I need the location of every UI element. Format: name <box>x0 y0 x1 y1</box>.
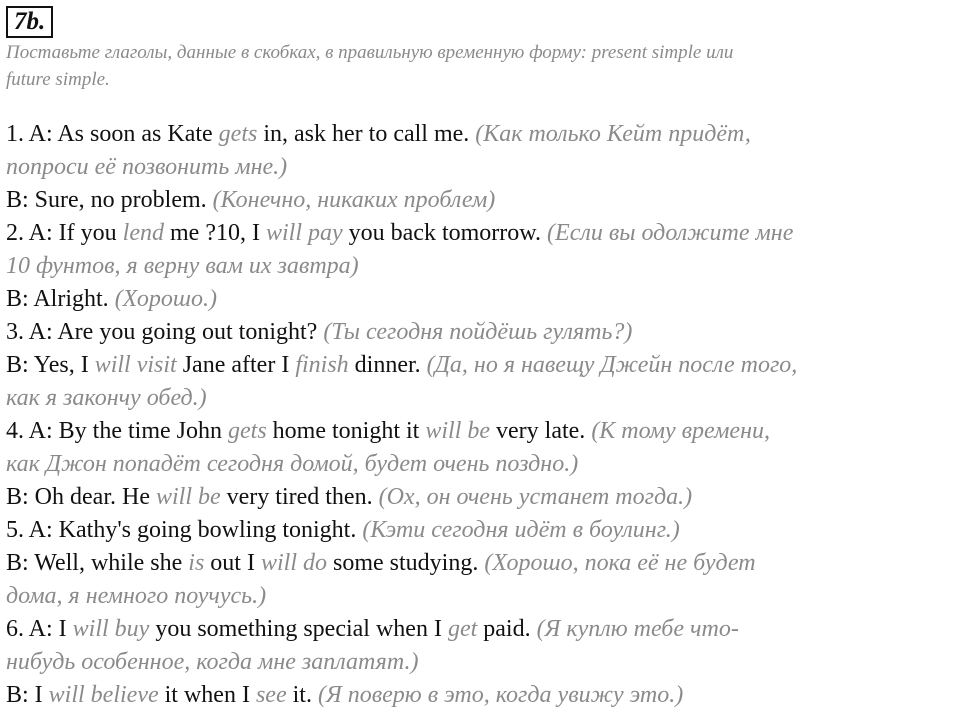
dialogue-line <box>6 151 958 184</box>
dialogue-line <box>6 613 958 646</box>
translation-text: (К тому времени, <box>591 418 770 444</box>
sentence-text: 5. A: Kathy's going bowling tonight. <box>6 517 363 543</box>
verb-answer: is <box>188 550 205 576</box>
sentence-text: home tonight it <box>266 418 426 444</box>
dialogue-line <box>6 514 958 547</box>
sentence-text: dinner. <box>348 352 427 378</box>
translation-text: нибудь особенное, когда мне заплатят.) <box>6 649 419 675</box>
sentence-text: paid. <box>477 616 537 642</box>
dialogue-line <box>6 679 958 712</box>
dialogue-line <box>6 646 958 679</box>
dialogue-line <box>6 118 958 151</box>
translation-text: (Да, но я навещу Джейн после того, <box>426 352 798 378</box>
sentence-text: 1. A: As soon as Kate <box>6 121 219 147</box>
translation-text: (Как только Кейт придёт, <box>475 121 751 147</box>
sentence-text: B: Oh dear. He <box>6 484 156 510</box>
sentence-text: B: I <box>6 682 49 708</box>
translation-text: (Кэти сегодня идёт в боулинг.) <box>362 517 680 543</box>
translation-text: попроси её позвонить мне.) <box>6 154 288 180</box>
translation-text: (Если вы одолжите мне <box>547 220 794 246</box>
instruction-line: Поставьте глаголы, данные в скобках, в правильную временную форму: present simple или <box>6 42 734 63</box>
translation-text: (Я поверю в это, когда увижу это.) <box>317 682 684 708</box>
translation-text: как Джон попадёт сегодня домой, будет очень поздно.) <box>6 451 579 477</box>
sentence-text: in, ask her to call me. <box>257 121 476 147</box>
dialogue-line <box>6 184 958 217</box>
dialogue-line <box>6 481 958 514</box>
sentence-text: 6. A: I <box>6 616 73 642</box>
translation-text: (Ты сегодня пойдёшь гулять?) <box>323 319 633 345</box>
dialogue-line <box>6 283 958 316</box>
instruction-line: future simple. <box>6 69 110 90</box>
translation-text: (Хорошо.) <box>114 286 217 312</box>
dialogue-line <box>6 217 958 250</box>
verb-answer: see <box>255 682 287 708</box>
sentence-text: it. <box>286 682 318 708</box>
verb-answer: will believe <box>48 682 159 708</box>
sentence-text: B: Sure, no problem. <box>6 187 213 213</box>
sentence-text: out I <box>204 550 261 576</box>
sentence-text: 2. A: If you <box>6 220 123 246</box>
dialogue-line <box>6 349 958 382</box>
verb-answer: will visit <box>94 352 177 378</box>
sentence-text: B: Alright. <box>6 286 115 312</box>
sentence-text: 4. A: By the time John <box>6 418 228 444</box>
sentence-text: you back tomorrow. <box>342 220 548 246</box>
translation-text: как я закончу обед.) <box>6 385 207 411</box>
dialogue-line <box>6 415 958 448</box>
sentence-text: very tired then. <box>220 484 379 510</box>
verb-answer: finish <box>295 352 349 378</box>
dialogue-line <box>6 250 958 283</box>
sentence-text: me ?10, I <box>164 220 266 246</box>
sentence-text: very late. <box>490 418 592 444</box>
sentence-text: you something special when I <box>149 616 448 642</box>
dialogue-line <box>6 580 958 613</box>
translation-text: (Ох, он очень устанет тогда.) <box>378 484 693 510</box>
sentence-text: B: Well, while she <box>6 550 189 576</box>
verb-answer: gets <box>218 121 258 147</box>
sentence-text: B: Yes, I <box>6 352 95 378</box>
dialogue-line <box>6 448 958 481</box>
verb-answer: will be <box>155 484 221 510</box>
dialogue-line <box>6 316 958 349</box>
exercise-number-badge: 7b. <box>6 6 53 38</box>
verb-answer: will buy <box>72 616 150 642</box>
dialogue-line <box>6 382 958 415</box>
sentence-text: Jane after I <box>176 352 296 378</box>
translation-text: (Конечно, никаких проблем) <box>212 187 496 213</box>
verb-answer: lend <box>122 220 164 246</box>
dialogue-text <box>6 118 958 712</box>
verb-answer: will pay <box>265 220 343 246</box>
translation-text: (Я куплю тебе что- <box>536 616 739 642</box>
exercise-instruction <box>6 39 956 93</box>
verb-answer: will do <box>260 550 327 576</box>
verb-answer: gets <box>228 418 267 444</box>
translation-text: 10 фунтов, я верну вам их завтра) <box>6 253 359 279</box>
verb-answer: get <box>447 616 478 642</box>
verb-answer: will be <box>425 418 491 444</box>
dialogue-line <box>6 547 958 580</box>
translation-text: (Хорошо, пока её не будет <box>484 550 756 576</box>
sentence-text: some studying. <box>326 550 485 576</box>
sentence-text: 3. A: Are you going out tonight? <box>6 319 324 345</box>
translation-text: дома, я немного поучусь.) <box>6 583 267 609</box>
sentence-text: it when I <box>158 682 256 708</box>
